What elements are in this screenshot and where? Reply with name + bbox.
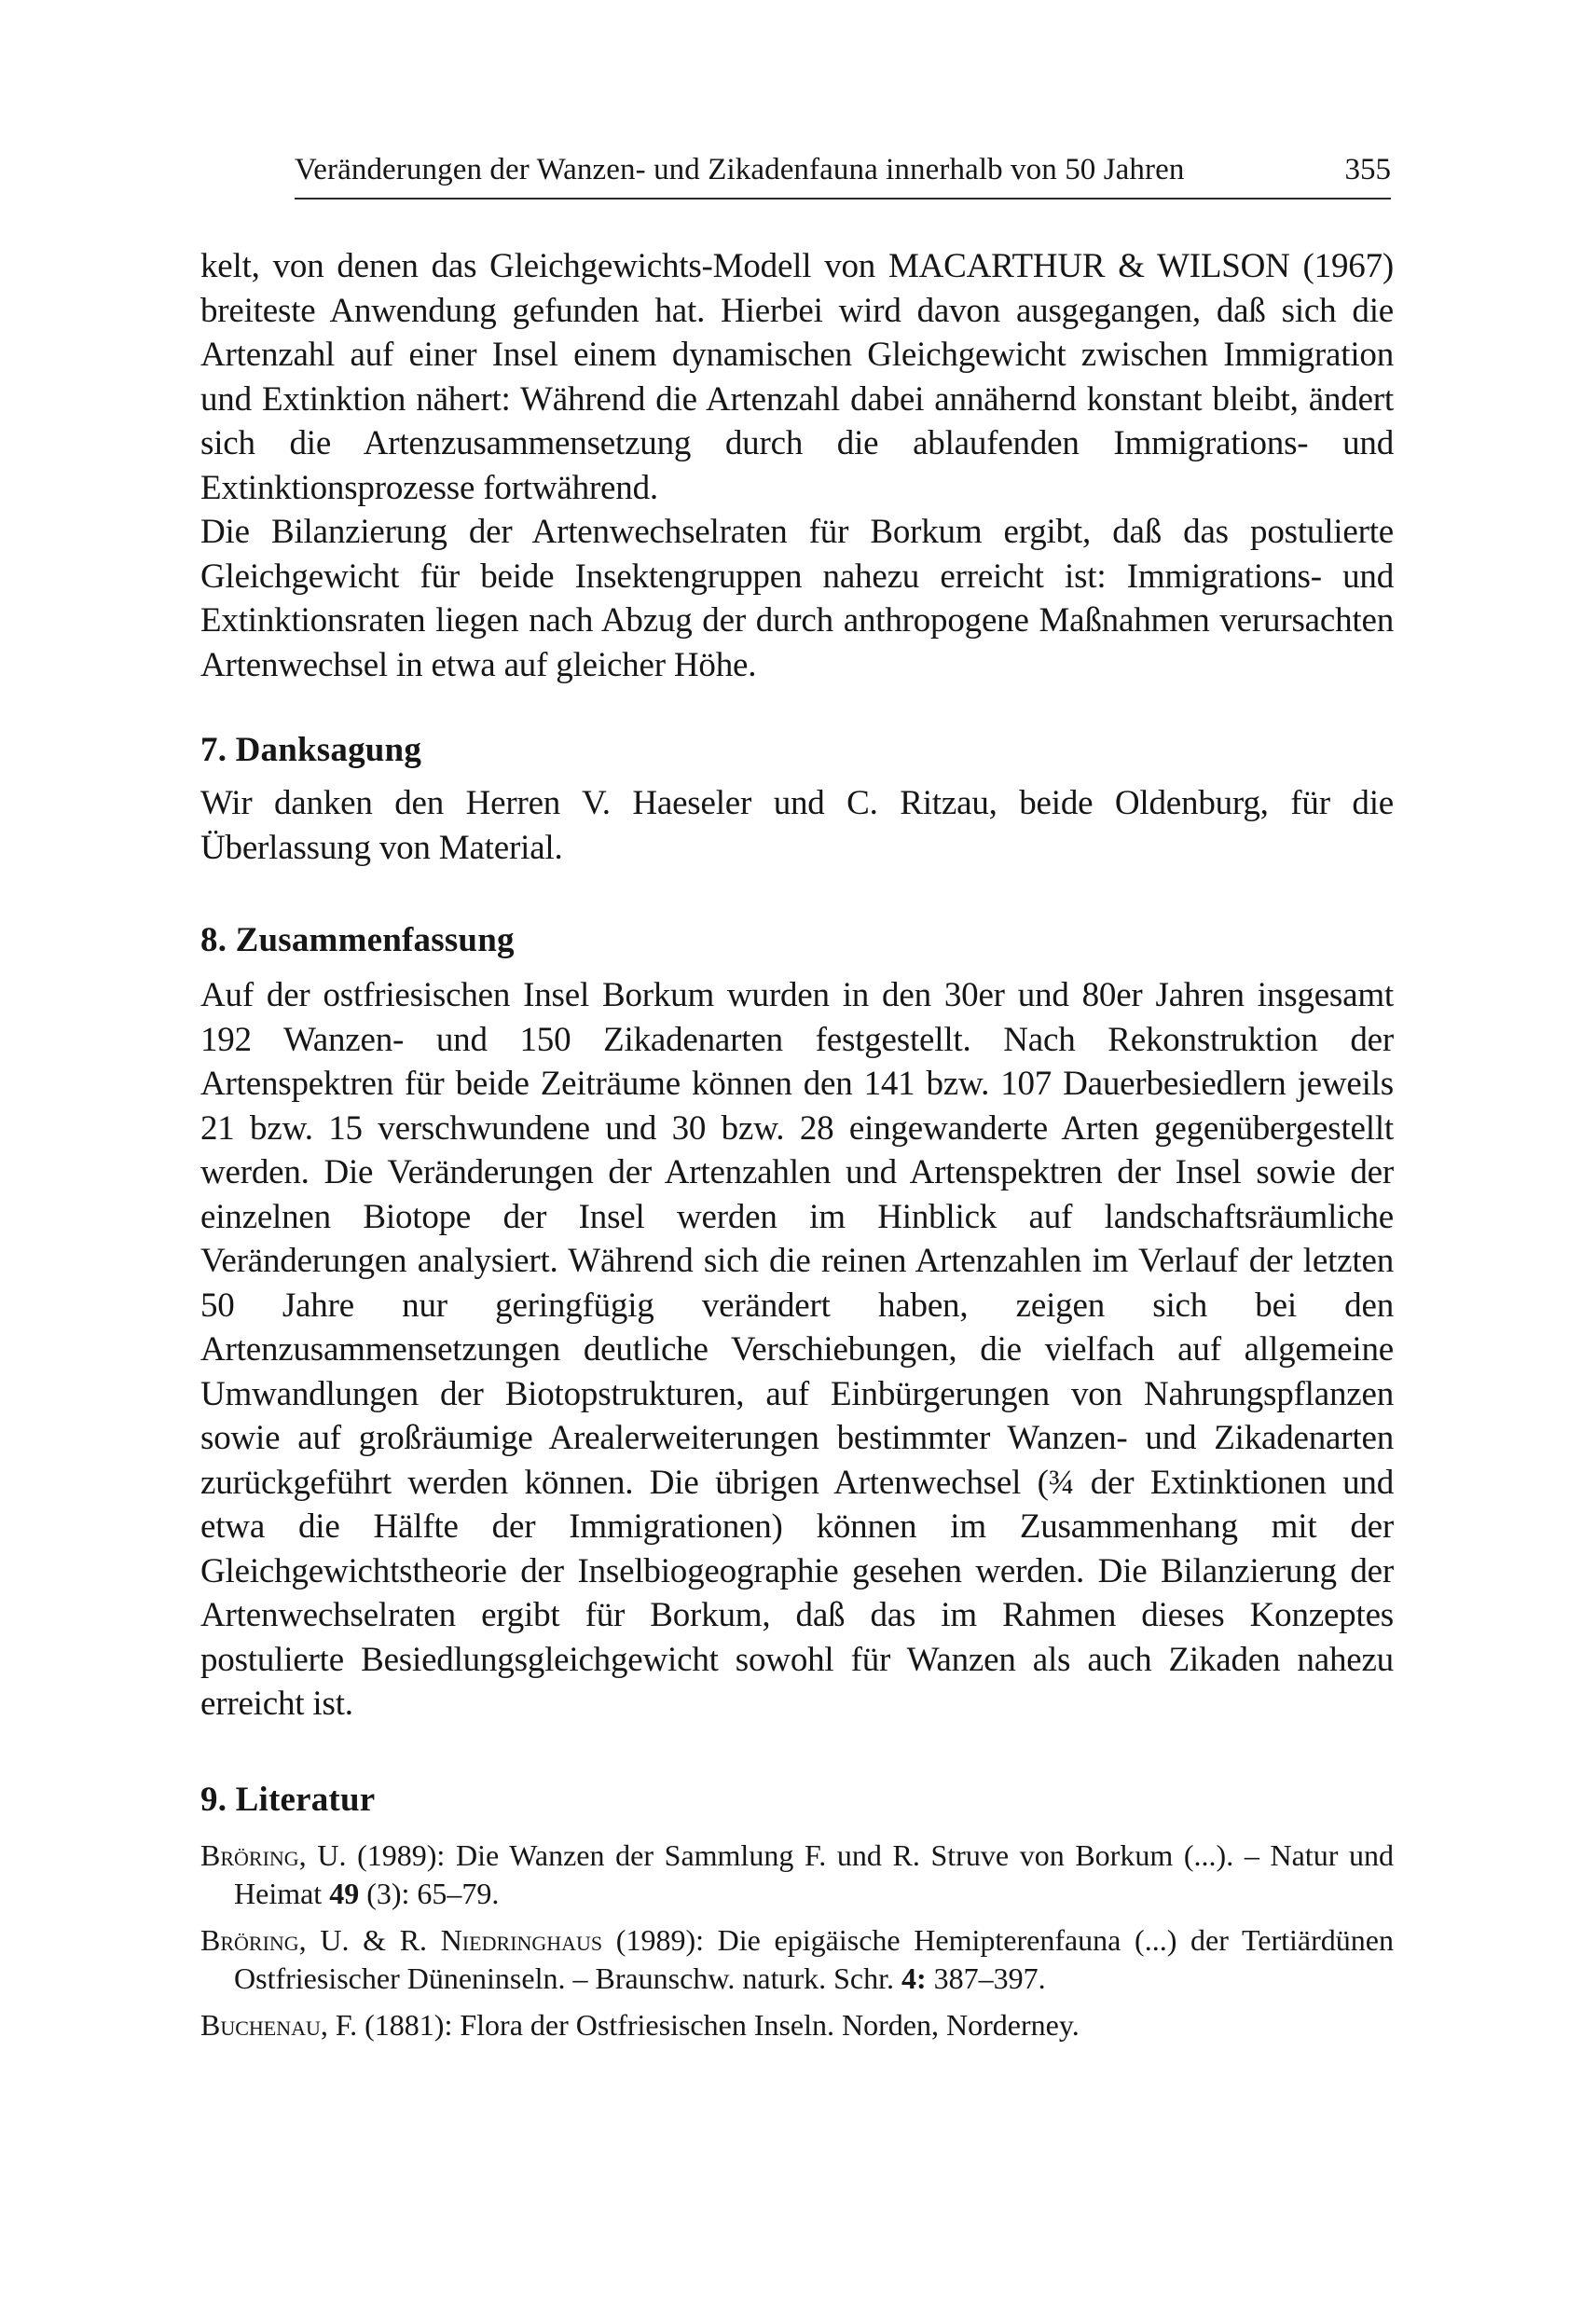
reference-entry <box>200 1921 1394 1998</box>
reference-text: (1881): Flora der Ostfriesischen Inseln. Norden, Norderney. <box>357 2008 1080 2042</box>
section-8-body <box>200 973 1394 1727</box>
reference-volume: 49 <box>329 1877 360 1910</box>
running-title: Veränderungen der Wanzen- und Zikadenfauna innerhalb von 50 Jahren <box>295 153 1185 186</box>
section-9-heading: 9. Literatur <box>200 1781 376 1819</box>
reference-entry <box>200 2006 1394 2044</box>
section-8 <box>200 918 1394 962</box>
reference-text: (1989): Die Wanzen der Sammlung F. und R. Struve von Borkum (...). – Natur und Heimat <box>234 1838 1395 1910</box>
section-7-text: Wir danken den Herren V. Haeseler und C. Ritzau, beide Oldenburg, für die Überlassung von Material. <box>200 784 1394 867</box>
reference-author: Bröring, U. <box>200 1838 347 1872</box>
reference-author: Buchenau, F. <box>200 2008 358 2042</box>
section-7-body <box>200 781 1394 870</box>
reference-volume: 4: <box>901 1961 927 1995</box>
paragraph-2-block <box>200 510 1394 687</box>
section-7-heading: 7. Danksagung <box>200 731 422 769</box>
reference-entry <box>200 1837 1394 1913</box>
reference-1 <box>200 1837 1394 1913</box>
page-number: 355 <box>1344 153 1391 186</box>
section-8-heading: 8. Zusammenfassung <box>200 921 515 959</box>
section-7 <box>200 728 1394 772</box>
paragraph-1-block <box>200 244 1394 510</box>
reference-text: 387–397. <box>926 1961 1046 1995</box>
paragraph-1: kelt, von denen das Gleichgewichts-Modell von MACARTHUR & WILSON (1967) breiteste Anwendung gefunden hat. Hierbei wird davon ausgegangen, daß sich die Artenzahl auf einer Insel einem dynamischen Gleichgewicht zwischen Immigration und Extinktion nähert: Während die Artenzahl dabei annähernd konstant bleibt, ändert sich die Artenzusammensetzung durch die ablaufenden Immigrations- und Extinktionsprozesse fortwährend. <box>200 247 1394 507</box>
paragraph-2: Die Bilanzierung der Artenwechselraten für Borkum ergibt, daß das postulierte Gleichgewicht für beide Insektengruppen nahezu erreicht ist: Immigrations- und Extinktionsraten liegen nach Abzug der durch anthropogene Maßnahmen verursachten Artenwechsel in etwa auf gleicher Höhe. <box>200 513 1394 684</box>
section-9 <box>200 1778 1394 1822</box>
reference-3 <box>200 2006 1394 2044</box>
section-8-text: Auf der ostfriesischen Insel Borkum wurden in den 30er und 80er Jahren insgesamt 192 Wanzen- und 150 Zikadenarten festgestellt. Nach Rekonstruktion der Artenspektren für beide Zeiträume können den 141 bzw. 107 Dauerbesiedlern jeweils 21 bzw. 15 verschwundene und 30 bzw. 28 eingewanderte Arten gegenübergestellt werden. Die Veränderungen der Artenzahlen und Artenspektren der Insel sowie der einzelnen Biotope der Insel werden im Hinblick auf landschaftsräumliche Veränderungen analysiert. Während sich die reinen Artenzahlen im Verlauf der letzten 50 Jahre nur geringfügig verändert haben, zeigen sich bei den Artenzusammensetzungen deutliche Verschiebungen, die vielfach auf allgemeine Umwandlungen der Biotopstrukturen, auf Einbürgerungen von Nahrungspflanzen sowie auf großräumige Arealerweiterungen bestimmter Wanzen- und Zikadenarten zurückgeführt werden können. Die übrigen Artenwechsel (¾ der Extinktionen und etwa die Hälfte der Immigrationen) können im Zusammenhang mit der Gleichgewichtstheorie der Inselbiogeographie gesehen werden. Die Bilanzierung der Artenwechselraten ergibt für Borkum, daß das im Rahmen dieses Konzeptes postulierte Besiedlungsgleichgewicht sowohl für Wanzen als auch Zikaden nahezu erreicht ist. <box>200 976 1394 1723</box>
reference-author: Bröring, U. & R. Niedringhaus <box>200 1923 603 1957</box>
reference-text: (1989): Die epigäische Hemipterenfauna (...) der Tertiärdünen Ostfriesischer Düneninseln. – Braunschw. naturk. Schr. <box>234 1923 1394 1995</box>
reference-text: (3): 65–79. <box>359 1877 500 1910</box>
reference-2 <box>200 1921 1394 1998</box>
running-header <box>295 151 1391 200</box>
